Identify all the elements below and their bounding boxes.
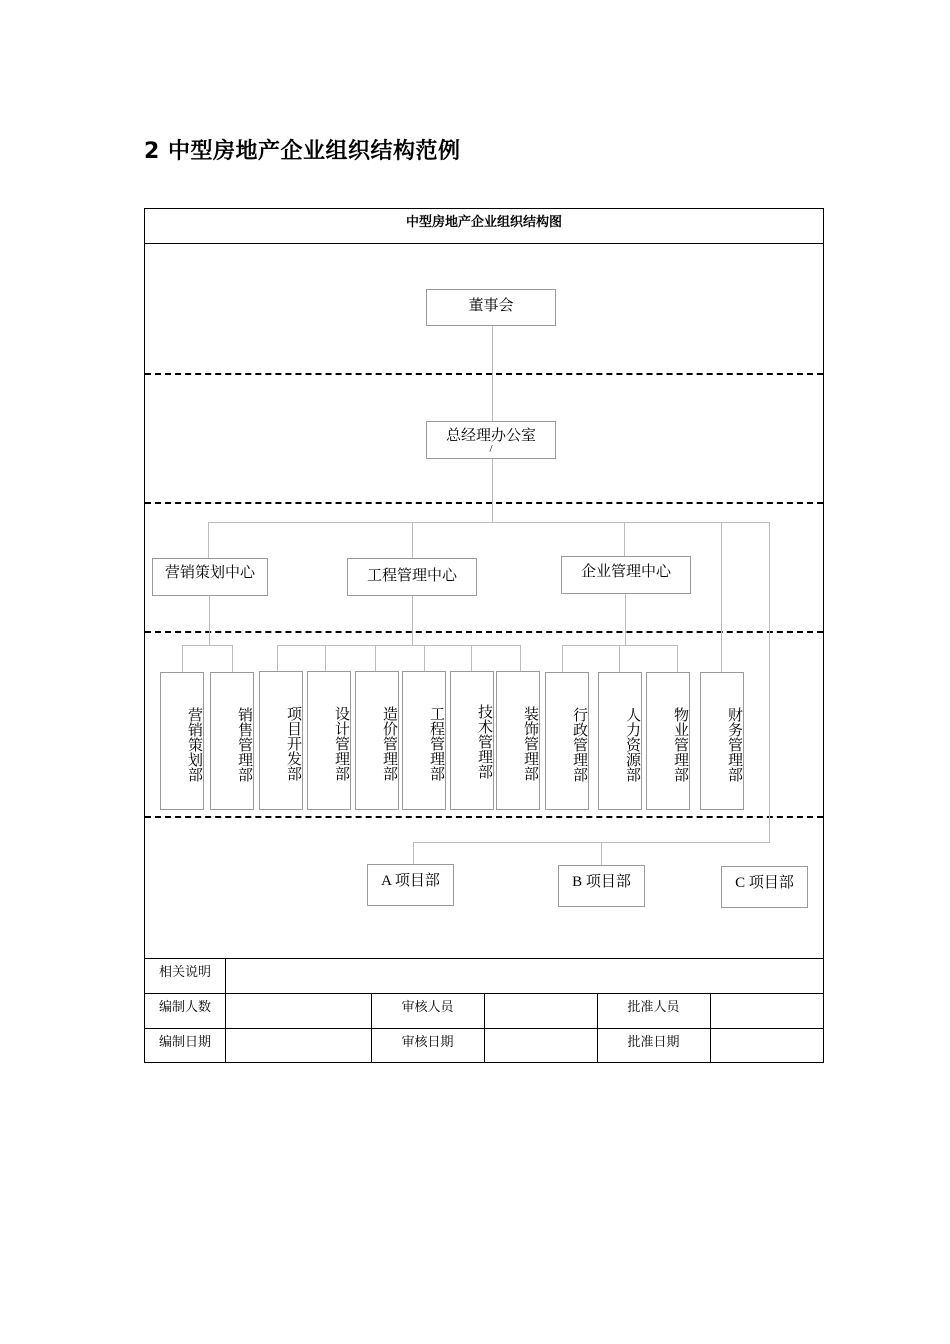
dept-finance: 财务管理部 (700, 672, 744, 810)
connector-line (208, 522, 770, 523)
gm-office-mark: / (489, 443, 493, 455)
level-divider (145, 373, 823, 375)
dept-engineering: 工程管理部 (402, 671, 446, 810)
dept-tech: 技术管理部 (450, 671, 494, 810)
dept-marketing-plan: 营销策划部 (160, 672, 204, 810)
connector-line (413, 842, 414, 864)
dept-property: 物业管理部 (646, 672, 690, 810)
connector-line (677, 645, 678, 672)
connector-line (619, 645, 620, 672)
connector-line (277, 645, 521, 646)
dept-project-dev: 项目开发部 (259, 671, 303, 810)
connector-line (471, 645, 472, 672)
enterprise-center-box: 企业管理中心 (561, 556, 691, 594)
connector-line (325, 645, 326, 672)
dept-hr: 人力资源部 (598, 672, 642, 810)
connector-line (769, 522, 770, 842)
form-rule (710, 993, 711, 1063)
connector-line (624, 522, 625, 556)
level-divider (145, 502, 823, 504)
connector-line (520, 645, 521, 672)
connector-line (492, 459, 493, 522)
chart-title: 中型房地产企业组织结构图 (145, 209, 823, 244)
connector-line (721, 522, 722, 672)
project-a-box: A 项目部 (367, 864, 454, 906)
reviewer-label: 审核人员 (401, 999, 454, 1014)
connector-line (209, 595, 210, 645)
dept-sales: 销售管理部 (210, 672, 254, 810)
gm-office-box (426, 421, 556, 459)
engineering-center-box: 工程管理中心 (347, 558, 477, 596)
connector-line (182, 645, 183, 672)
prepared-by-label: 编制人数 (158, 999, 211, 1014)
form-rule (484, 993, 485, 1063)
gm-office-label: 总经理办公室 (445, 428, 536, 444)
project-b-box: B 项目部 (558, 865, 645, 907)
dept-cost: 造价管理部 (355, 671, 399, 810)
page-heading: 2 中型房地产企业组织结构范例 (144, 139, 461, 164)
connector-line (412, 522, 413, 558)
dept-design: 设计管理部 (307, 671, 351, 810)
connector-line (232, 645, 233, 672)
review-date-label: 审核日期 (401, 1034, 454, 1049)
approve-date-label: 批准日期 (627, 1034, 680, 1049)
connector-line (208, 522, 209, 558)
connector-line (424, 645, 425, 672)
connector-line (562, 645, 563, 672)
dept-admin: 行政管理部 (545, 672, 589, 810)
form-rule (225, 958, 226, 1063)
notes-label: 相关说明 (158, 964, 211, 979)
connector-line (625, 593, 626, 645)
connector-line (182, 645, 232, 646)
connector-line (413, 842, 770, 843)
prepared-date-label: 编制日期 (158, 1034, 211, 1049)
connector-line (601, 842, 602, 865)
level-divider (145, 816, 823, 818)
marketing-center-box: 营销策划中心 (152, 558, 268, 596)
dept-decoration: 装饰管理部 (496, 671, 540, 810)
connector-line (412, 595, 413, 645)
form-rule (145, 958, 823, 959)
approver-label: 批准人员 (627, 999, 680, 1014)
org-chart-frame (144, 208, 824, 1063)
connector-line (375, 645, 376, 672)
connector-line (277, 645, 278, 672)
connector-line (492, 326, 493, 422)
board-of-directors-box: 董事会 (426, 289, 556, 326)
project-c-box: C 项目部 (721, 866, 808, 908)
